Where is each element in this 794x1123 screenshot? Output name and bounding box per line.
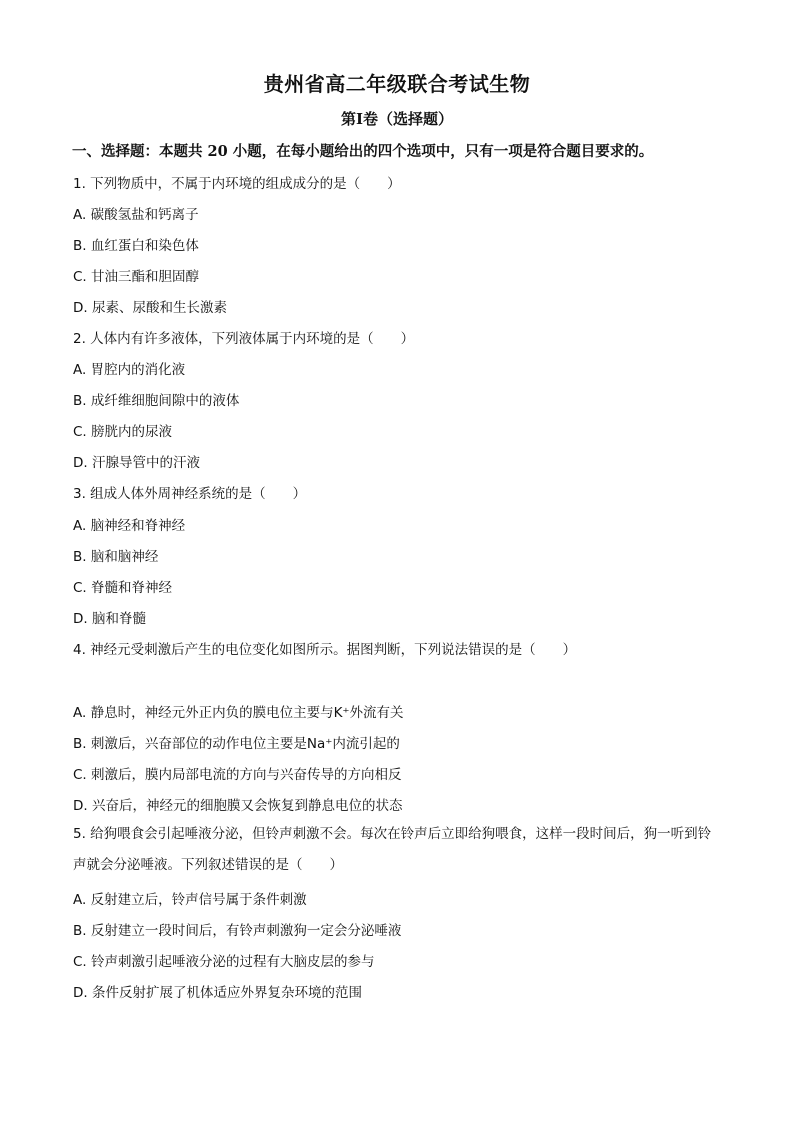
question-1-option-b: B. 血红蛋白和染色体 <box>73 238 199 254</box>
question-5-stem: 5. 给狗喂食会引起唾液分泌，但铃声刺激不会。每次在铃声后立即给狗喂食，这样一段时间后，狗一听到铃声就会分泌唾液。下列叙述错误的是（ ） <box>73 826 712 873</box>
question-3-option-b: B. 脑和脑神经 <box>73 549 159 565</box>
question-2-option-c: C. 膀胱内的尿液 <box>73 424 173 440</box>
question-2-option-b: B. 成纤维细胞间隙中的液体 <box>73 393 240 409</box>
question-3-option-c: C. 脊髓和脊神经 <box>73 580 173 596</box>
question-1-option-a: A. 碳酸氢盐和钙离子 <box>73 207 199 223</box>
question-3-option-d: D. 脑和脊髓 <box>73 611 146 627</box>
question-5-option-b: B. 反射建立一段时间后，有铃声刺激狗一定会分泌唾液 <box>73 923 402 939</box>
question-4-option-c: C. 刺激后，膜内局部电流的方向与兴奋传导的方向相反 <box>73 767 402 783</box>
question-5-option-a: A. 反射建立后，铃声信号属于条件刺激 <box>73 892 307 908</box>
exam-title: 贵州省高二年级联合考试生物 <box>263 72 531 96</box>
question-4-option-b: B. 刺激后，兴奋部位的动作电位主要是Na⁺内流引起的 <box>73 736 400 752</box>
question-4-option-d: D. 兴奋后，神经元的细胞膜又会恢复到静息电位的状态 <box>73 798 403 814</box>
question-1-option-d: D. 尿素、尿酸和生长激素 <box>73 300 227 316</box>
question-4-stem: 4. 神经元受刺激后产生的电位变化如图所示。据图判断，下列说法错误的是（ ） <box>73 642 577 658</box>
question-4-option-a: A. 静息时，神经元外正内负的膜电位主要与K⁺外流有关 <box>73 705 404 721</box>
question-5-option-c: C. 铃声刺激引起唾液分泌的过程有大脑皮层的参与 <box>73 954 375 970</box>
paper-part-heading: 第Ⅰ卷（选择题） <box>340 110 454 128</box>
question-2-option-d: D. 汗腺导管中的汗液 <box>73 455 200 471</box>
question-2-stem: 2. 人体内有许多液体，下列液体属于内环境的是（ ） <box>73 331 415 347</box>
question-3-option-a: A. 脑神经和脊神经 <box>73 518 186 534</box>
section-heading: 一、选择题：本题共 20 小题，在每小题给出的四个选项中，只有一项是符合题目要求的。 <box>72 143 654 160</box>
question-1-option-c: C. 甘油三酯和胆固醇 <box>73 269 200 285</box>
question-3-stem: 3. 组成人体外周神经系统的是（ ） <box>73 486 307 502</box>
question-2-option-a: A. 胃腔内的消化液 <box>73 362 186 378</box>
question-1-stem: 1. 下列物质中，不属于内环境的组成成分的是（ ） <box>73 176 401 192</box>
question-5-option-d: D. 条件反射扩展了机体适应外界复杂环境的范围 <box>73 985 362 1001</box>
